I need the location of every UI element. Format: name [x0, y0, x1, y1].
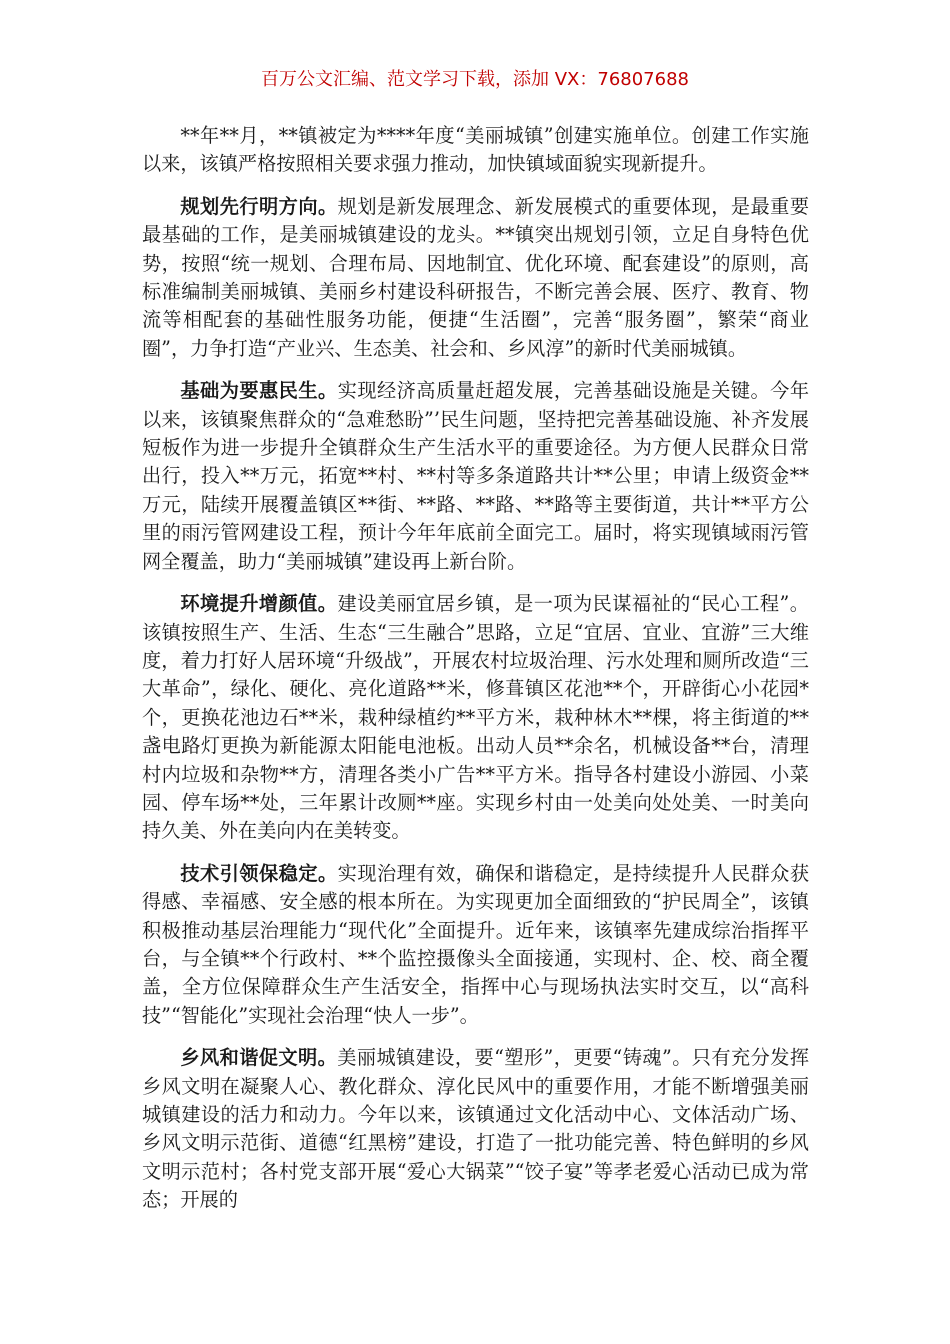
section-technology: [142, 860, 809, 1030]
section-heading-environment: 环境提升增颜值。: [180, 592, 338, 616]
document-body: [142, 122, 809, 1229]
watermark-header: 百万公文汇编、范文学习下载，添加 VX：76807688: [261, 69, 689, 90]
section-text-environment: 建设美丽宜居乡镇，是一项为民谋福祉的“民心工程”。该镇按照生产、生活、生态“三生融合”思路，立足“宜居、宜业、宜游”三大维度，着力打好人居环境“升级战”，开展农村垃圾治理、污水处理和厕所改造“三大革命”，绿化、硬化、亮化道路**米，修葺镇区花池**个，开辟街心小花园*个，更换花池边石**米，栽种绿植约**平方米，栽种林木**棵，将主街道的**盏电路灯更换为新能源太阳能电池板。出动人员**余名，机械设备**台，清理村内垃圾和杂物**方，清理各类小广告**平方米。指导各村建设小游园、小菜园、停车场**处，三年累计改厕**座。实现乡村由一处美向处处美、一时美向持久美、外在美向内在美转变。: [142, 592, 809, 843]
section-text-technology: 实现治理有效，确保和谐稳定，是持续提升人民群众获得感、幸福感、安全感的根本所在。为实现更加全面细致的“护民周全”，该镇积极推动基层治理能力“现代化”全面提升。近年来，该镇率先建成综治指挥平台，与全镇**个行政村、**个监控摄像头全面接通，实现村、企、校、商全覆盖，全方位保障群众生产生活安全，指挥中心与现场执法实时交互，以“高科技”“智能化”实现社会治理“快人一步”。: [142, 861, 810, 1027]
section-heading-civilization: 乡风和谐促文明。: [180, 1046, 338, 1070]
section-planning: [142, 193, 809, 363]
section-environment: [142, 590, 809, 846]
section-heading-infrastructure: 基础为要惠民生。: [180, 379, 338, 403]
section-text-planning: 规划是新发展理念、新发展模式的重要体现，是最重要最基础的工作，是美丽城镇建设的龙头。**镇突出规划引领，立足自身特色优势，按照“统一规划、合理布局、因地制宜、优化环境、配套建设”的原则，高标准编制美丽城镇、美丽乡村建设科研报告，不断完善会展、医疗、教育、物流等相配套的基础性服务功能，便捷“生活圈”，完善“服务圈”，繁荣“商业圈”，力争打造“产业兴、生态美、社会和、乡风淳”的新时代美丽城镇。: [142, 194, 810, 360]
intro-paragraph: [142, 122, 809, 179]
section-text-civilization: 美丽城镇建设，要“塑形”，更要“铸魂”。只有充分发挥乡风文明在凝聚人心、教化群众、淳化民风中的重要作用，才能不断增强美丽城镇建设的活力和动力。今年以来，该镇通过文化活动中心、文体活动广场、乡风文明示范街、道德“红黑榜”建设，打造了一批功能完善、特色鲜明的乡风文明示范村；各村党支部开展“爱心大锅菜”“饺子宴”等孝老爱心活动已成为常态；开展的: [142, 1046, 810, 1212]
section-civilization: [142, 1044, 809, 1214]
intro-text: **年**月，**镇被定为****年度“美丽城镇”创建实施单位。创建工作实施以来，该镇严格按照相关要求强力推动，加快镇域面貌实现新提升。: [142, 124, 809, 176]
section-heading-planning: 规划先行明方向。: [180, 194, 338, 218]
section-text-infrastructure: 实现经济高质量赶超发展，完善基础设施是关键。今年以来，该镇聚焦群众的“急难愁盼”’民生问题，坚持把完善基础设施、补齐发展短板作为进一步提升全镇群众生产生活水平的重要途径。为方便人民群众日常出行，投入**万元，拓宽**村、**村等多条道路共计**公里；申请上级资金**万元，陆续开展覆盖镇区**街、**路、**路、**路等主要街道，共计**平方公里的雨污管网建设工程，预计今年年底前全面完工。届时，将实现镇域雨污管网全覆盖，助力“美丽城镇”建设再上新台阶。: [142, 379, 810, 573]
section-heading-technology: 技术引领保稳定。: [180, 861, 338, 885]
section-infrastructure: [142, 377, 809, 576]
